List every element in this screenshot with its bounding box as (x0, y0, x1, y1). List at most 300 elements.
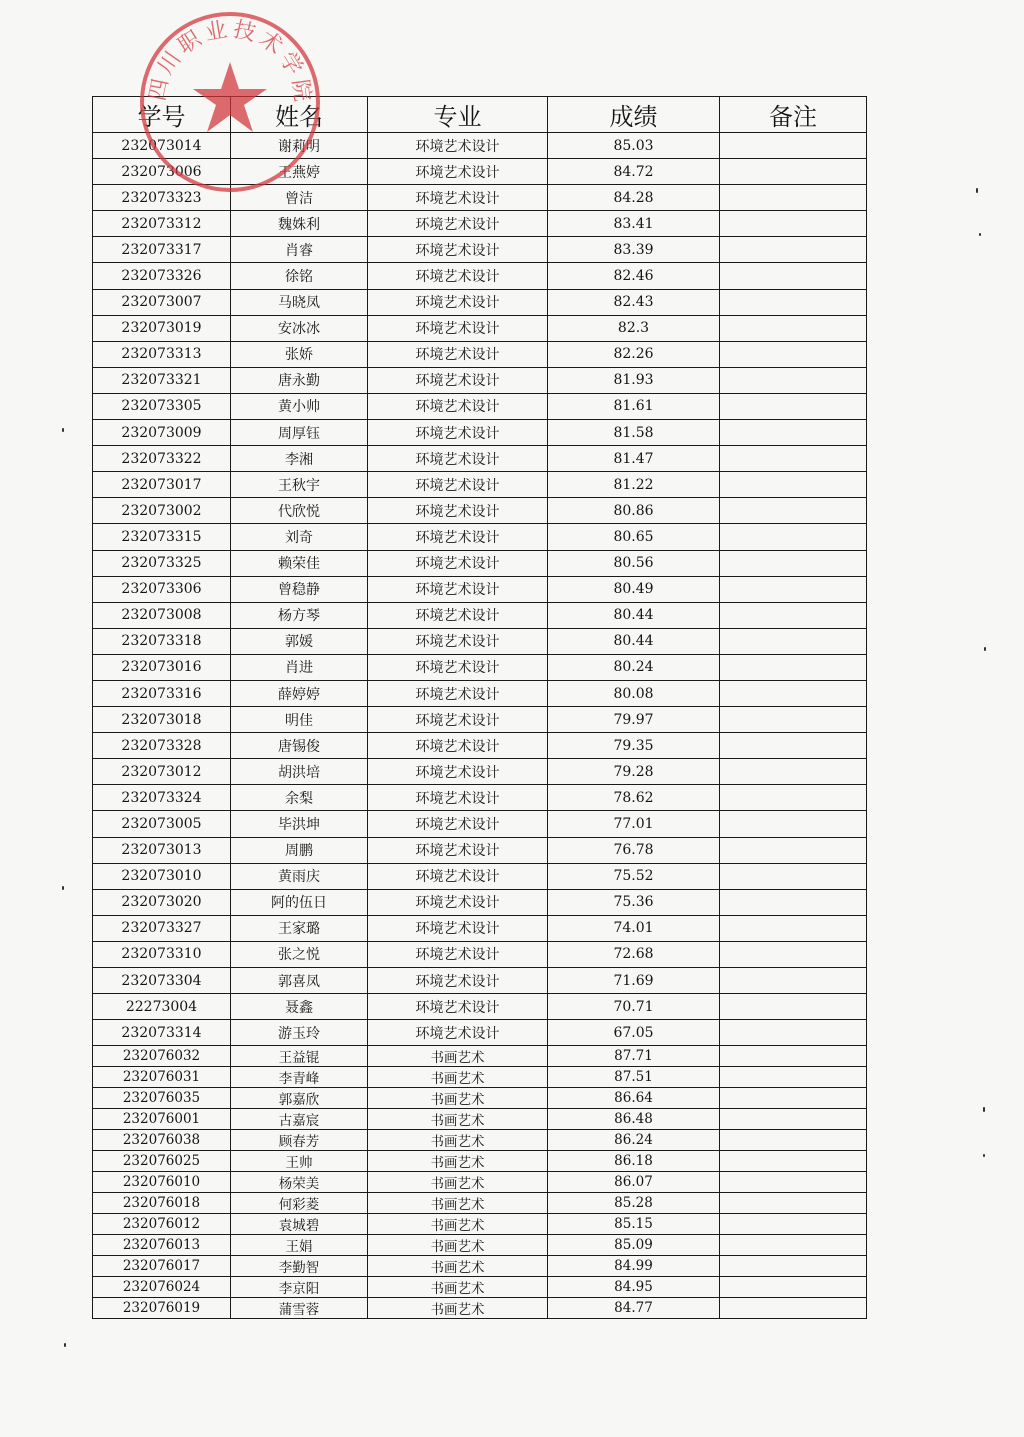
cell-student-id: 232073013 (93, 837, 231, 863)
cell-name: 魏姝利 (231, 211, 368, 237)
cell-remark (720, 1256, 867, 1277)
cell-student-id: 232073010 (93, 863, 231, 889)
cell-name: 聂鑫 (231, 994, 368, 1020)
cell-major: 环境艺术设计 (368, 367, 548, 393)
cell-score: 85.28 (548, 1193, 720, 1214)
table-row (93, 1172, 867, 1193)
table-row (93, 524, 867, 550)
cell-major: 环境艺术设计 (368, 628, 548, 654)
cell-name: 周厚钰 (231, 420, 368, 446)
table-row (93, 759, 867, 785)
cell-major: 环境艺术设计 (368, 654, 548, 680)
cell-name: 古嘉宸 (231, 1109, 368, 1130)
cell-score: 70.71 (548, 994, 720, 1020)
cell-score: 74.01 (548, 915, 720, 941)
cell-student-id: 232073007 (93, 289, 231, 315)
cell-score: 84.77 (548, 1298, 720, 1319)
cell-major: 环境艺术设计 (368, 315, 548, 341)
cell-score: 75.36 (548, 889, 720, 915)
cell-student-id: 232073002 (93, 498, 231, 524)
cell-remark (720, 524, 867, 550)
cell-major: 环境艺术设计 (368, 941, 548, 967)
cell-name: 赖荣佳 (231, 550, 368, 576)
cell-major: 书画艺术 (368, 1235, 548, 1256)
cell-name: 曾洁 (231, 185, 368, 211)
cell-score: 86.64 (548, 1088, 720, 1109)
table-row (93, 159, 867, 185)
scan-speck (979, 233, 981, 236)
cell-score: 83.41 (548, 211, 720, 237)
cell-major: 环境艺术设计 (368, 498, 548, 524)
cell-student-id: 232073326 (93, 263, 231, 289)
cell-student-id: 232073019 (93, 315, 231, 341)
cell-student-id: 232073009 (93, 420, 231, 446)
cell-remark (720, 263, 867, 289)
cell-name: 唐锡俊 (231, 733, 368, 759)
cell-remark (720, 1109, 867, 1130)
cell-name: 李湘 (231, 446, 368, 472)
cell-student-id: 232076018 (93, 1193, 231, 1214)
cell-remark (720, 185, 867, 211)
cell-major: 书画艺术 (368, 1151, 548, 1172)
table-row (93, 289, 867, 315)
cell-score: 80.24 (548, 654, 720, 680)
cell-major: 环境艺术设计 (368, 420, 548, 446)
table-row (93, 1277, 867, 1298)
table-row (93, 237, 867, 263)
cell-score: 81.61 (548, 393, 720, 419)
table-row (93, 341, 867, 367)
cell-major: 书画艺术 (368, 1256, 548, 1277)
cell-remark (720, 576, 867, 602)
cell-major: 环境艺术设计 (368, 889, 548, 915)
seal-text: 四川职业技术学院 (145, 17, 315, 108)
cell-major: 环境艺术设计 (368, 446, 548, 472)
cell-major: 书画艺术 (368, 1277, 548, 1298)
cell-remark (720, 628, 867, 654)
table-header-row (93, 97, 867, 133)
cell-student-id: 232073327 (93, 915, 231, 941)
table-row (93, 680, 867, 706)
cell-major: 环境艺术设计 (368, 733, 548, 759)
cell-major: 环境艺术设计 (368, 863, 548, 889)
cell-name: 李勤智 (231, 1256, 368, 1277)
cell-remark (720, 1172, 867, 1193)
cell-remark (720, 707, 867, 733)
table-row (93, 1067, 867, 1088)
cell-major: 书画艺术 (368, 1088, 548, 1109)
cell-name: 毕洪坤 (231, 811, 368, 837)
cell-remark (720, 915, 867, 941)
scan-speck (62, 428, 64, 432)
cell-score: 84.95 (548, 1277, 720, 1298)
cell-student-id: 232073322 (93, 446, 231, 472)
cell-remark (720, 133, 867, 159)
cell-student-id: 232073321 (93, 367, 231, 393)
cell-major: 环境艺术设计 (368, 707, 548, 733)
cell-student-id: 232073012 (93, 759, 231, 785)
table-row (93, 1088, 867, 1109)
cell-name: 顾春芳 (231, 1130, 368, 1151)
table-row (93, 550, 867, 576)
cell-major: 环境艺术设计 (368, 393, 548, 419)
table-row (93, 1214, 867, 1235)
cell-score: 85.09 (548, 1235, 720, 1256)
cell-remark (720, 1277, 867, 1298)
cell-major: 环境艺术设计 (368, 968, 548, 994)
cell-student-id: 232076001 (93, 1109, 231, 1130)
cell-major: 环境艺术设计 (368, 837, 548, 863)
cell-name: 马晓凤 (231, 289, 368, 315)
cell-major: 环境艺术设计 (368, 915, 548, 941)
cell-name: 王益锟 (231, 1046, 368, 1067)
table-body (93, 133, 867, 1319)
cell-remark (720, 1088, 867, 1109)
table-row (93, 263, 867, 289)
cell-student-id: 232073006 (93, 159, 231, 185)
cell-remark (720, 211, 867, 237)
cell-remark (720, 341, 867, 367)
cell-remark (720, 654, 867, 680)
table-row (93, 576, 867, 602)
table-row (93, 367, 867, 393)
cell-name: 郭嘉欣 (231, 1088, 368, 1109)
cell-remark (720, 1235, 867, 1256)
cell-student-id: 232076038 (93, 1130, 231, 1151)
cell-remark (720, 733, 867, 759)
cell-score: 71.69 (548, 968, 720, 994)
table-row (93, 1130, 867, 1151)
cell-student-id: 232073328 (93, 733, 231, 759)
table-row (93, 1046, 867, 1067)
cell-remark (720, 289, 867, 315)
table-row (93, 707, 867, 733)
cell-name: 代欣悦 (231, 498, 368, 524)
table-row (93, 420, 867, 446)
cell-name: 黄雨庆 (231, 863, 368, 889)
cell-score: 80.65 (548, 524, 720, 550)
cell-remark (720, 237, 867, 263)
table-row (93, 733, 867, 759)
cell-student-id: 232073318 (93, 628, 231, 654)
header-remark: 备注 (720, 97, 867, 133)
cell-major: 环境艺术设计 (368, 472, 548, 498)
cell-student-id: 232073312 (93, 211, 231, 237)
cell-student-id: 232073323 (93, 185, 231, 211)
cell-student-id: 232073310 (93, 941, 231, 967)
cell-name: 阿的伍日 (231, 889, 368, 915)
cell-score: 86.07 (548, 1172, 720, 1193)
cell-score: 77.01 (548, 811, 720, 837)
cell-score: 86.24 (548, 1130, 720, 1151)
cell-score: 81.58 (548, 420, 720, 446)
cell-score: 84.28 (548, 185, 720, 211)
cell-major: 书画艺术 (368, 1172, 548, 1193)
cell-major: 环境艺术设计 (368, 341, 548, 367)
cell-student-id: 232073313 (93, 341, 231, 367)
table-row (93, 446, 867, 472)
cell-score: 78.62 (548, 785, 720, 811)
cell-remark (720, 994, 867, 1020)
cell-student-id: 232076019 (93, 1298, 231, 1319)
cell-remark (720, 1298, 867, 1319)
score-table (92, 96, 867, 1319)
cell-name: 蒲雪蓉 (231, 1298, 368, 1319)
cell-remark (720, 680, 867, 706)
cell-score: 80.56 (548, 550, 720, 576)
cell-score: 80.08 (548, 680, 720, 706)
cell-remark (720, 1020, 867, 1046)
cell-student-id: 232073325 (93, 550, 231, 576)
cell-remark (720, 367, 867, 393)
cell-major: 环境艺术设计 (368, 550, 548, 576)
cell-name: 安冰冰 (231, 315, 368, 341)
cell-major: 环境艺术设计 (368, 185, 548, 211)
cell-name: 谢莉明 (231, 133, 368, 159)
cell-score: 80.44 (548, 602, 720, 628)
cell-score: 81.47 (548, 446, 720, 472)
cell-major: 环境艺术设计 (368, 159, 548, 185)
cell-student-id: 232073315 (93, 524, 231, 550)
cell-student-id: 232073305 (93, 393, 231, 419)
cell-name: 郭喜凤 (231, 968, 368, 994)
table-row (93, 472, 867, 498)
cell-student-id: 22273004 (93, 994, 231, 1020)
cell-score: 82.26 (548, 341, 720, 367)
cell-name: 黄小帅 (231, 393, 368, 419)
cell-remark (720, 472, 867, 498)
cell-student-id: 232073316 (93, 680, 231, 706)
cell-name: 唐永勤 (231, 367, 368, 393)
cell-score: 87.71 (548, 1046, 720, 1067)
cell-student-id: 232076035 (93, 1088, 231, 1109)
header-name: 姓名 (231, 97, 368, 133)
table-row (93, 889, 867, 915)
cell-score: 85.15 (548, 1214, 720, 1235)
cell-remark (720, 968, 867, 994)
cell-name: 胡洪培 (231, 759, 368, 785)
cell-name: 张之悦 (231, 941, 368, 967)
cell-score: 84.72 (548, 159, 720, 185)
cell-major: 书画艺术 (368, 1193, 548, 1214)
cell-remark (720, 1193, 867, 1214)
cell-student-id: 232073020 (93, 889, 231, 915)
cell-score: 80.86 (548, 498, 720, 524)
cell-score: 81.93 (548, 367, 720, 393)
table-row (93, 994, 867, 1020)
cell-student-id: 232076025 (93, 1151, 231, 1172)
cell-major: 书画艺术 (368, 1298, 548, 1319)
cell-major: 环境艺术设计 (368, 263, 548, 289)
cell-score: 76.78 (548, 837, 720, 863)
cell-name: 周鹏 (231, 837, 368, 863)
scan-speck (976, 188, 978, 193)
table-row (93, 811, 867, 837)
cell-score: 79.35 (548, 733, 720, 759)
table-row (93, 863, 867, 889)
cell-student-id: 232073016 (93, 654, 231, 680)
cell-name: 杨荣美 (231, 1172, 368, 1193)
scan-speck (983, 1107, 985, 1112)
cell-remark (720, 1067, 867, 1088)
cell-name: 何彩菱 (231, 1193, 368, 1214)
header-score: 成绩 (548, 97, 720, 133)
cell-name: 余梨 (231, 785, 368, 811)
table-row (93, 968, 867, 994)
table-row (93, 941, 867, 967)
table-row (93, 628, 867, 654)
cell-score: 67.05 (548, 1020, 720, 1046)
cell-name: 薛婷婷 (231, 680, 368, 706)
cell-major: 环境艺术设计 (368, 994, 548, 1020)
cell-student-id: 232073314 (93, 1020, 231, 1046)
cell-score: 75.52 (548, 863, 720, 889)
cell-name: 王娟 (231, 1235, 368, 1256)
cell-name: 王燕婷 (231, 159, 368, 185)
cell-student-id: 232073005 (93, 811, 231, 837)
cell-remark (720, 1151, 867, 1172)
cell-name: 王帅 (231, 1151, 368, 1172)
cell-remark (720, 863, 867, 889)
cell-score: 86.18 (548, 1151, 720, 1172)
cell-major: 书画艺术 (368, 1046, 548, 1067)
cell-name: 李青峰 (231, 1067, 368, 1088)
cell-score: 87.51 (548, 1067, 720, 1088)
cell-remark (720, 446, 867, 472)
cell-name: 王秋宇 (231, 472, 368, 498)
table-row (93, 837, 867, 863)
cell-name: 刘奇 (231, 524, 368, 550)
cell-score: 85.03 (548, 133, 720, 159)
cell-student-id: 232076017 (93, 1256, 231, 1277)
table-row (93, 393, 867, 419)
cell-name: 杨方琴 (231, 602, 368, 628)
cell-remark (720, 550, 867, 576)
cell-remark (720, 889, 867, 915)
table-row (93, 185, 867, 211)
cell-name: 郭媛 (231, 628, 368, 654)
scan-speck (984, 647, 986, 651)
cell-major: 环境艺术设计 (368, 680, 548, 706)
table-row (93, 1020, 867, 1046)
cell-student-id: 232076013 (93, 1235, 231, 1256)
cell-score: 72.68 (548, 941, 720, 967)
cell-major: 环境艺术设计 (368, 811, 548, 837)
scan-speck (983, 1154, 985, 1157)
cell-score: 83.39 (548, 237, 720, 263)
cell-major: 环境艺术设计 (368, 602, 548, 628)
cell-name: 张娇 (231, 341, 368, 367)
cell-student-id: 232076012 (93, 1214, 231, 1235)
cell-remark (720, 759, 867, 785)
cell-remark (720, 1046, 867, 1067)
table-row (93, 1109, 867, 1130)
cell-score: 82.46 (548, 263, 720, 289)
cell-remark (720, 159, 867, 185)
cell-major: 环境艺术设计 (368, 576, 548, 602)
scan-speck (64, 1343, 66, 1347)
cell-remark (720, 602, 867, 628)
table-row (93, 1256, 867, 1277)
table-row (93, 1151, 867, 1172)
cell-student-id: 232076010 (93, 1172, 231, 1193)
cell-name: 李京阳 (231, 1277, 368, 1298)
cell-major: 环境艺术设计 (368, 524, 548, 550)
cell-remark (720, 837, 867, 863)
cell-name: 袁城碧 (231, 1214, 368, 1235)
table-row (93, 654, 867, 680)
cell-score: 86.48 (548, 1109, 720, 1130)
cell-score: 80.49 (548, 576, 720, 602)
header-major: 专业 (368, 97, 548, 133)
cell-major: 书画艺术 (368, 1067, 548, 1088)
cell-student-id: 232076032 (93, 1046, 231, 1067)
table-row (93, 785, 867, 811)
cell-major: 环境艺术设计 (368, 785, 548, 811)
cell-remark (720, 1214, 867, 1235)
cell-major: 环境艺术设计 (368, 1020, 548, 1046)
cell-student-id: 232073017 (93, 472, 231, 498)
cell-score: 81.22 (548, 472, 720, 498)
cell-score: 80.44 (548, 628, 720, 654)
cell-name: 游玉玲 (231, 1020, 368, 1046)
cell-remark (720, 420, 867, 446)
cell-remark (720, 811, 867, 837)
cell-major: 环境艺术设计 (368, 133, 548, 159)
cell-score: 82.43 (548, 289, 720, 315)
cell-major: 书画艺术 (368, 1130, 548, 1151)
cell-name: 肖进 (231, 654, 368, 680)
cell-remark (720, 1130, 867, 1151)
cell-name: 徐铭 (231, 263, 368, 289)
cell-major: 书画艺术 (368, 1214, 548, 1235)
cell-major: 环境艺术设计 (368, 289, 548, 315)
cell-remark (720, 498, 867, 524)
cell-remark (720, 393, 867, 419)
cell-major: 书画艺术 (368, 1109, 548, 1130)
table-row (93, 915, 867, 941)
cell-score: 84.99 (548, 1256, 720, 1277)
header-student-id: 学号 (93, 97, 231, 133)
cell-major: 环境艺术设计 (368, 237, 548, 263)
cell-student-id: 232073008 (93, 602, 231, 628)
cell-student-id: 232073306 (93, 576, 231, 602)
table-row (93, 1235, 867, 1256)
cell-score: 82.3 (548, 315, 720, 341)
table-row (93, 498, 867, 524)
table-row (93, 1193, 867, 1214)
cell-remark (720, 941, 867, 967)
cell-student-id: 232076024 (93, 1277, 231, 1298)
cell-score: 79.28 (548, 759, 720, 785)
cell-student-id: 232076031 (93, 1067, 231, 1088)
cell-student-id: 232073014 (93, 133, 231, 159)
table-row (93, 211, 867, 237)
cell-major: 环境艺术设计 (368, 211, 548, 237)
cell-name: 王家璐 (231, 915, 368, 941)
table-row (93, 133, 867, 159)
cell-student-id: 232073304 (93, 968, 231, 994)
cell-student-id: 232073018 (93, 707, 231, 733)
table-row (93, 315, 867, 341)
cell-score: 79.97 (548, 707, 720, 733)
cell-student-id: 232073317 (93, 237, 231, 263)
cell-name: 明佳 (231, 707, 368, 733)
table-row (93, 1298, 867, 1319)
cell-major: 环境艺术设计 (368, 759, 548, 785)
cell-name: 肖睿 (231, 237, 368, 263)
cell-name: 曾稳静 (231, 576, 368, 602)
